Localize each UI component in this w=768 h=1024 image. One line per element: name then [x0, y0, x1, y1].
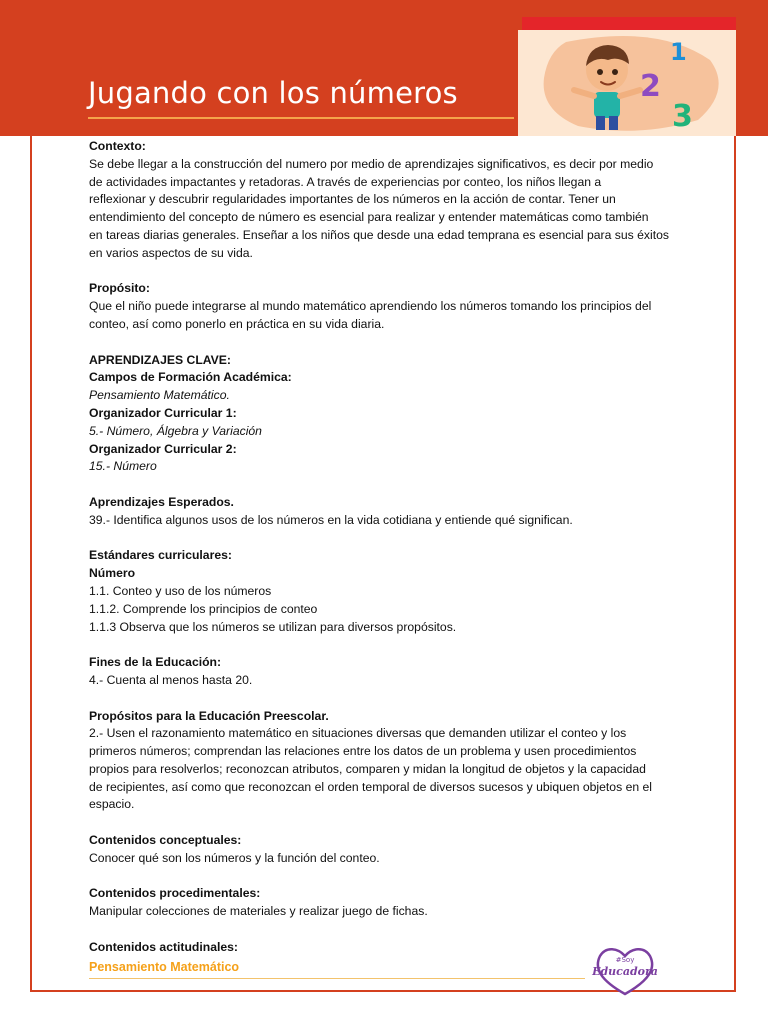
estandares-subheading: Número [89, 566, 136, 581]
contexto-line: en varios aspectos de su vida. [89, 245, 253, 260]
illustration-panel [518, 30, 736, 136]
fines-heading: Fines de la Educación: [89, 655, 222, 670]
logo-wordmark: Educadora [592, 965, 658, 978]
proposito-heading: Propósito: [89, 281, 150, 296]
organizador-2-value: 15.- Número [89, 459, 157, 474]
actitudinales-heading: Contenidos actitudinales: [89, 939, 238, 954]
propositos-preescolar-line: primeros números; comprendan las relaciones entre los datos de un problema y usen procedimientos [89, 744, 637, 759]
logo-hashtag: #Soy [615, 956, 635, 964]
proposito-line: Que el niño puede integrarse al mundo matemático aprendiendo los números tomando los principios del [89, 299, 652, 314]
footer-divider [89, 978, 585, 979]
page-title: Jugando con los números [88, 76, 458, 110]
proposito-line: conteo, así como ponerlo en práctica en su vida diaria. [89, 316, 385, 331]
logo-icon [590, 942, 660, 998]
estandar-item: 1.1.3 Observa que los números se utilizan para diversos propósitos. [89, 619, 457, 634]
aprendizajes-esperados-heading: Aprendizajes Esperados. [89, 494, 234, 509]
procedimentales-heading: Contenidos procedimentales: [89, 886, 261, 901]
propositos-preescolar-line: 2.- Usen el razonamiento matemático en situaciones diversas que demanden utilizar el conteo y los [89, 726, 627, 741]
contexto-line: Se debe llegar a la construcción del numero por medio de aprendizajes significativos, es decir por medio [89, 156, 654, 171]
soy-educadora-logo [590, 942, 660, 998]
number-two-icon: 2 [640, 69, 661, 104]
campos-label: Campos de Formación Académica: [89, 370, 292, 385]
propositos-preescolar-line: de recipientes, así como que reconozcan el orden temporal de diversos sucesos y ubiquen objetos en el [89, 779, 652, 794]
conceptuales-text: Conocer qué son los números y la función del conteo. [89, 850, 380, 865]
illustration-accent-bar [522, 17, 736, 30]
contexto-heading: Contexto: [89, 139, 146, 153]
conceptuales-heading: Contenidos conceptuales: [89, 833, 242, 848]
propositos-preescolar-line: propios para resolverlos; reconozcan atributos, comparen y midan la longitud de objetos y la capacidad [89, 761, 646, 776]
organizador-1-value: 5.- Número, Álgebra y Variación [89, 423, 262, 438]
organizador-2-label: Organizador Curricular 2: [89, 441, 237, 456]
estandar-item: 1.1. Conteo y uso de los números [89, 583, 272, 598]
footer-label: Pensamiento Matemático [89, 960, 240, 974]
organizador-1-label: Organizador Curricular 1: [89, 405, 237, 420]
procedimentales-text: Manipular colecciones de materiales y realizar juego de fichas. [89, 904, 428, 919]
aprendizajes-clave-heading: APRENDIZAJES CLAVE: [89, 352, 231, 367]
boy-with-numbers-illustration [518, 30, 736, 136]
estandares-heading: Estándares curriculares: [89, 548, 232, 563]
document-body [89, 138, 689, 957]
campos-value: Pensamiento Matemático. [89, 388, 230, 403]
contexto-line: en tareas diarias generales. Enseñar a los niños que desde una edad temprana es esencial para sus éxitos [89, 227, 669, 242]
fines-text: 4.- Cuenta al menos hasta 20. [89, 672, 253, 687]
number-one-icon: 1 [670, 38, 687, 66]
propositos-preescolar-heading: Propósitos para la Educación Preescolar. [89, 708, 329, 723]
contexto-line: de actividades impactantes y retadoras. A través de experiencias por conteo, los niños llegan a [89, 174, 602, 189]
propositos-preescolar-line: espacio. [89, 797, 135, 812]
contexto-line: entendimiento del concepto de número es esencial para realizar y entender matemáticas como también [89, 210, 649, 225]
aprendizajes-esperados-text: 39.- Identifica algunos usos de los números en la vida cotidiana y entiende qué significan. [89, 512, 573, 527]
title-underline [88, 117, 514, 119]
number-three-icon: 3 [672, 99, 693, 134]
estandar-item: 1.1.2. Comprende los principios de conteo [89, 601, 318, 616]
contexto-line: reflexionar y descubrir regularidades importantes de los números en la acción de contar. Tener un [89, 192, 616, 207]
